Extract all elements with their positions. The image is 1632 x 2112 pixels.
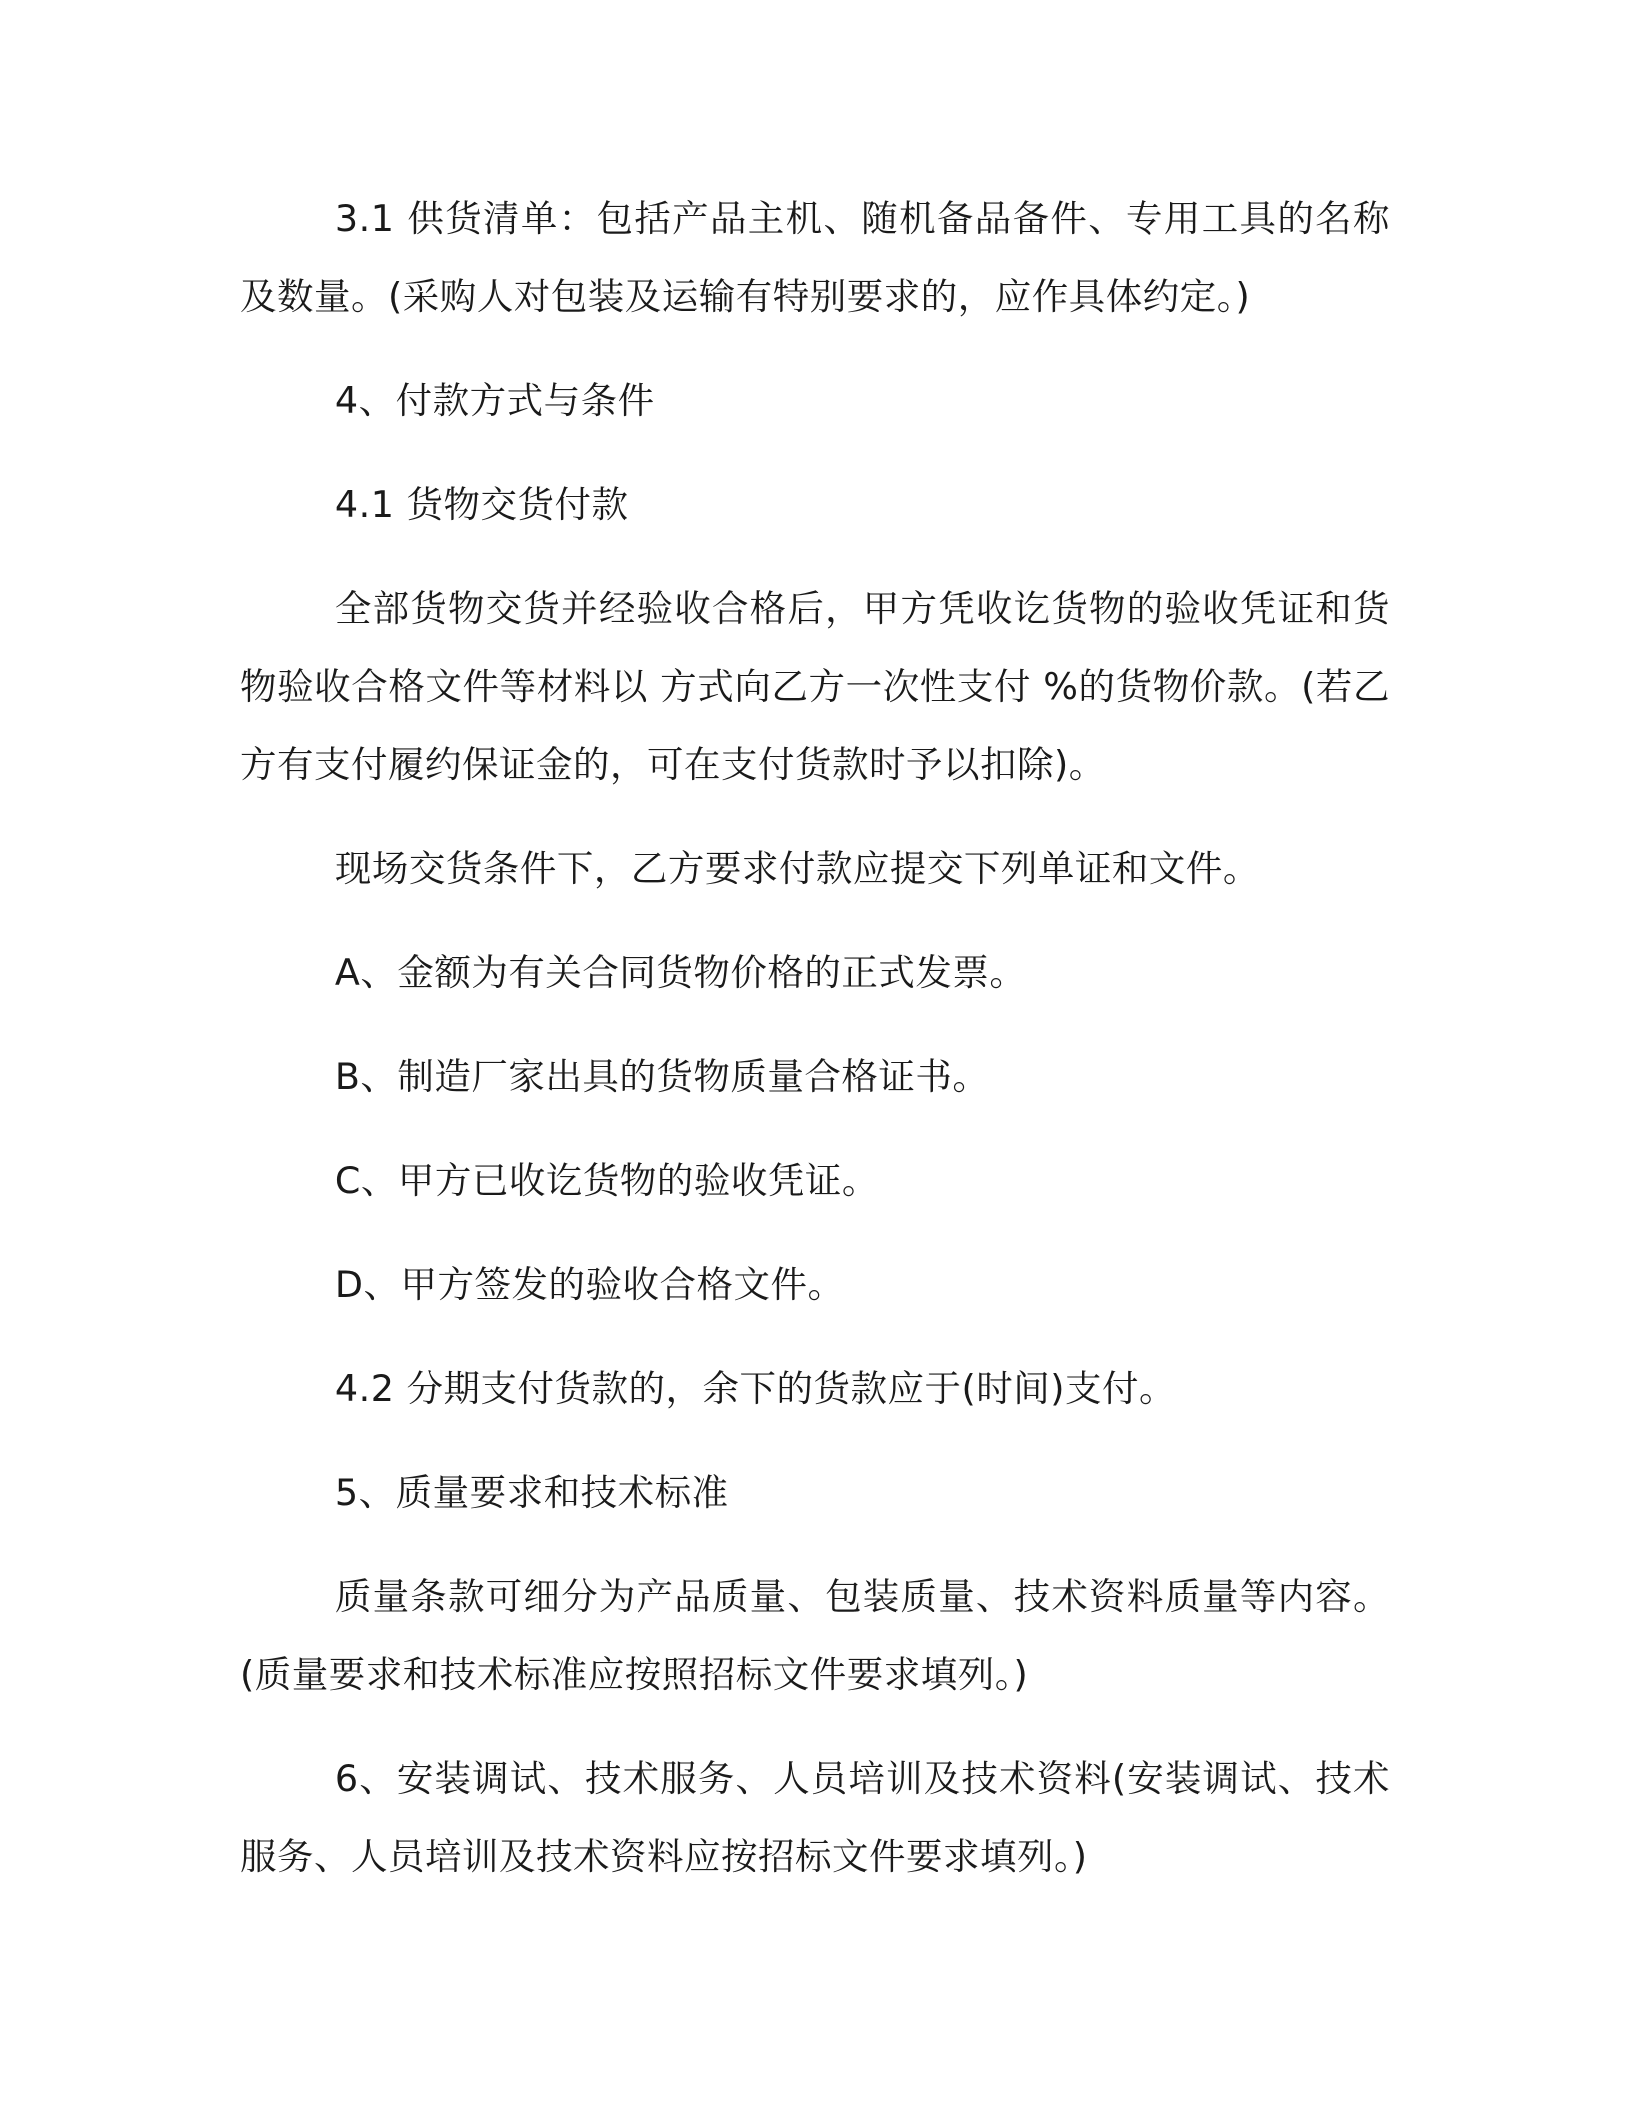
paragraph-required-documents: 现场交货条件下，乙方要求付款应提交下列单证和文件。 <box>334 847 1260 890</box>
heading-payment-terms: 4、付款方式与条件 <box>334 379 655 422</box>
list-item-c: C、甲方已收讫货物的验收凭证。 <box>334 1159 879 1202</box>
paragraph-quality-terms: 质量条款可细分为产品质量、包装质量、技术资料质量等内容。(质量要求和技术标准应按照招标文件要求填列。) <box>240 1575 1390 1696</box>
paragraph-installment-payment: 4.2 分期支付货款的，余下的货款应于(时间)支付。 <box>334 1367 1177 1410</box>
list-item-b: B、制造厂家出具的货物质量合格证书。 <box>334 1055 990 1098</box>
heading-installation-services: 6、安装调试、技术服务、人员培训及技术资料(安装调试、技术服务、人员培训及技术资料应按招标文件要求填列。) <box>240 1757 1390 1878</box>
list-item-d: D、甲方签发的验收合格文件。 <box>334 1263 845 1306</box>
paragraph-supply-list: 3.1 供货清单：包括产品主机、随机备品备件、专用工具的名称及数量。(采购人对包装及运输有特别要求的，应作具体约定。) <box>240 197 1390 318</box>
document-body <box>240 180 1390 1922</box>
paragraph-full-payment: 全部货物交货并经验收合格后，甲方凭收讫货物的验收凭证和货物验收合格文件等材料以 方式向乙方一次性支付 %的货物价款。(若乙方有支付履约保证金的，可在支付货款时予以扣除)。 <box>240 587 1390 786</box>
heading-quality-standards: 5、质量要求和技术标准 <box>334 1471 729 1514</box>
list-item-a: A、金额为有关合同货物价格的正式发票。 <box>334 951 1027 994</box>
heading-delivery-payment: 4.1 货物交货付款 <box>334 483 629 526</box>
